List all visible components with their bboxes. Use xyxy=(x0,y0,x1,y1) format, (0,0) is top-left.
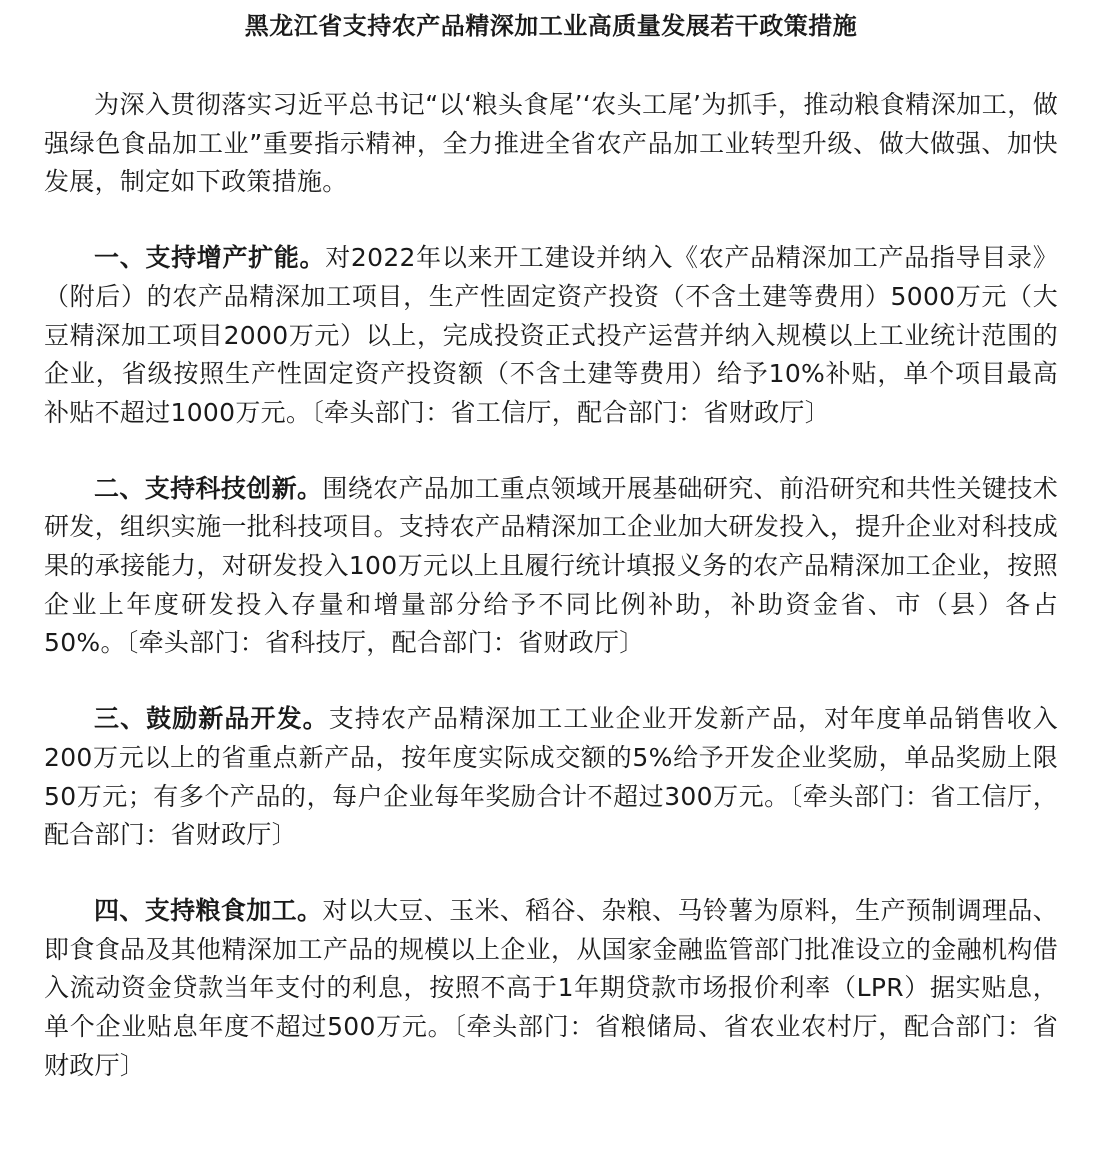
policy-item-1-body: 对2022年以来开工建设并纳入《农产品精深加工产品指导目录》（附后）的农产品精深加工项目，生产性固定资产投资（不含土建等费用）5000万元（大豆精深加工项目2000万元）以上，完成投资正式投产运营并纳入规模以上工业统计范围的企业，省级按照生产性固定资产投资额（不含土建等费用）给予10%补贴，单个项目最高补贴不超过1000万元。〔牵头部门：省工信厅，配合部门：省财政厅〕 xyxy=(44,243,1058,427)
policy-item-4-body: 对以大豆、玉米、稻谷、杂粮、马铃薯为原料，生产预制调理品、即食食品及其他精深加工产品的规模以上企业，从国家金融监管部门批准设立的金融机构借入流动资金贷款当年支付的利息，按照不高于1年期贷款市场报价利率（LPR）据实贴息，单个企业贴息年度不超过500万元。〔牵头部门：省粮储局、省农业农村厅，配合部门：省财政厅〕 xyxy=(44,895,1059,1080)
intro-paragraph: 为深入贯彻落实习近平总书记“以‘粮头食尾’‘农头工尾’为抓手，推动粮食精深加工，做强绿色食品加工业”重要指示精神，全力推进全省农产品加工业转型升级、做大做强、加快发展，制定如下政策措施。 xyxy=(44,90,1058,197)
policy-item-3 xyxy=(44,700,1058,855)
policy-item-4 xyxy=(44,892,1058,1086)
policy-item-1 xyxy=(44,239,1058,433)
document-title: 黑龙江省支持农产品精深加工业高质量发展若干政策措施 xyxy=(244,12,858,40)
policy-item-2 xyxy=(44,470,1058,664)
policy-item-3-heading: 三、鼓励新品开发。 xyxy=(94,704,329,734)
policy-item-1-heading: 一、支持增产扩能。 xyxy=(94,243,326,273)
policy-item-4-heading: 四、支持粮食加工。 xyxy=(94,895,323,925)
policy-item-2-body: 围绕农产品加工重点领域开展基础研究、前沿研究和共性关键技术研发，组织实施一批科技项目。支持农产品精深加工企业加大研发投入，提升企业对科技成果的承接能力，对研发投入100万元以上且履行统计填报义务的农产品精深加工企业，按照企业上年度研发投入存量和增量部分给予不同比例补助，补助资金省、市（县）各占50%。〔牵头部门：省科技厅，配合部门：省财政厅〕 xyxy=(44,473,1059,658)
policy-item-2-heading: 二、支持科技创新。 xyxy=(94,473,323,503)
policy-item-3-body: 支持农产品精深加工工业企业开发新产品，对年度单品销售收入200万元以上的省重点新产品，按年度实际成交额的5%给予开发企业奖励，单品奖励上限50万元；有多个产品的，每户企业每年奖励合计不超过300万元。〔牵头部门：省工信厅，配合部门：省财政厅〕 xyxy=(44,704,1059,850)
